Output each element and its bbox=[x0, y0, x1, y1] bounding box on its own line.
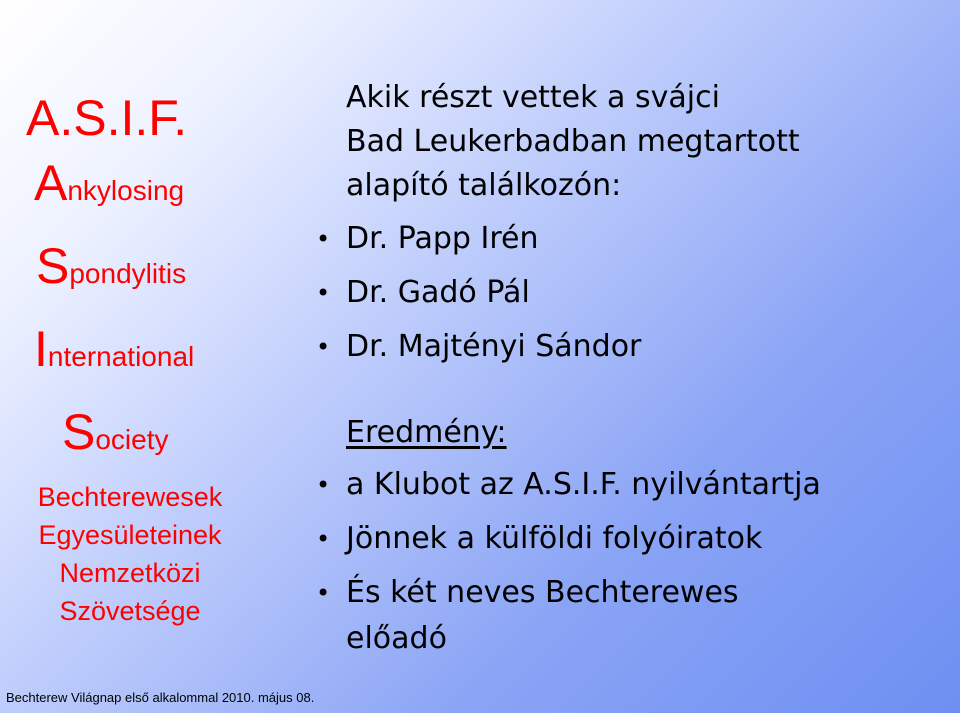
list-item bbox=[312, 458, 952, 512]
bullet-icon: • bbox=[316, 471, 331, 499]
intro-line: Akik részt vettek a svájci bbox=[346, 80, 720, 115]
content-column bbox=[312, 76, 952, 662]
federation-line: Nemzetközi bbox=[59, 558, 201, 588]
acronym-title: A.S.I.F. bbox=[26, 90, 188, 146]
acronym-block bbox=[20, 88, 250, 480]
participant-name: Dr. Majtényi Sándor bbox=[346, 329, 642, 364]
bullet-icon: • bbox=[316, 279, 331, 307]
result-heading: Eredmény: bbox=[346, 415, 507, 450]
intro-line: Bad Leukerbadban megtartott bbox=[346, 124, 800, 159]
acronym-rest: nternational bbox=[47, 341, 195, 372]
list-item bbox=[312, 212, 952, 266]
acronym-initial: S bbox=[36, 238, 70, 294]
intro-line: alapító találkozón: bbox=[346, 168, 622, 203]
federation-line: Szövetsége bbox=[59, 596, 201, 626]
list-item bbox=[312, 512, 952, 566]
list-item bbox=[312, 266, 952, 320]
participant-name: Dr. Papp Irén bbox=[346, 221, 539, 256]
result-item-text: És két neves Bechterewes előadó bbox=[346, 575, 739, 656]
acronym-initial: S bbox=[62, 404, 96, 460]
result-item-text: a Klubot az A.S.I.F. nyilvántartja bbox=[346, 467, 821, 502]
federation-line: Bechterewesek bbox=[37, 482, 223, 512]
intro-text bbox=[346, 76, 952, 208]
acronym-line-spondylitis bbox=[36, 231, 250, 314]
federation-name bbox=[14, 478, 246, 630]
bullet-icon: • bbox=[316, 579, 331, 607]
acronym-line-ankylosing bbox=[34, 148, 250, 231]
acronym-rest: ociety bbox=[95, 424, 169, 455]
result-list bbox=[312, 458, 952, 662]
list-item bbox=[312, 320, 952, 374]
federation-line: Egyesületeinek bbox=[38, 520, 222, 550]
bullet-icon: • bbox=[316, 333, 331, 361]
acronym-line-society bbox=[62, 397, 250, 480]
acronym-rest: nkylosing bbox=[67, 175, 185, 206]
bullet-icon: • bbox=[316, 225, 331, 253]
participant-name: Dr. Gadó Pál bbox=[346, 275, 530, 310]
bullet-icon: • bbox=[316, 525, 331, 553]
acronym-rest: pondylitis bbox=[69, 258, 187, 289]
acronym-initial: A bbox=[34, 155, 68, 211]
footer-note: Bechterew Világnap első alkalommal 2010. május 08. bbox=[6, 690, 315, 705]
participants-list bbox=[312, 212, 952, 374]
acronym-initial: I bbox=[34, 321, 48, 377]
acronym-line-international bbox=[34, 314, 250, 397]
list-item bbox=[312, 570, 952, 662]
result-item-text: Jönnek a külföldi folyóiratok bbox=[346, 521, 763, 556]
